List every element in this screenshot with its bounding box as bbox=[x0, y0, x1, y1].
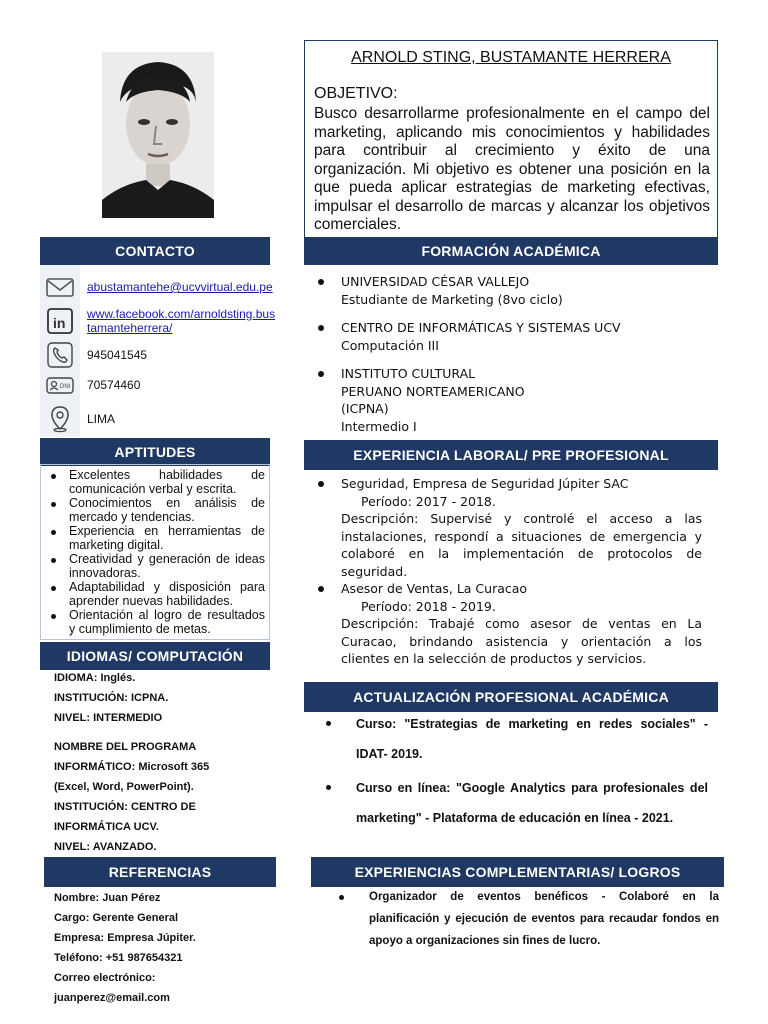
aptitudes-box bbox=[40, 464, 270, 640]
course-item bbox=[304, 709, 708, 769]
experiencia-header: EXPERIENCIA LABORAL/ PRE PROFESIONAL bbox=[304, 440, 718, 470]
achievement-item bbox=[311, 886, 719, 952]
contact-facebook-row bbox=[40, 304, 276, 340]
idioma-institution: INSTITUCIÓN: ICPNA. bbox=[54, 692, 169, 704]
course-text: Curso en línea: "Google Analytics para profesionales del marketing" - Plataforma de educación en línea - 2021. bbox=[356, 781, 708, 825]
logros-header: EXPERIENCIAS COMPLEMENTARIAS/ LOGROS bbox=[311, 857, 724, 887]
ref-email-label: Correo electrónico: bbox=[54, 972, 156, 984]
list-item: Conocimientos en análisis de mercado y tendencias. bbox=[41, 497, 265, 524]
program-level: NIVEL: AVANZADO. bbox=[54, 841, 157, 853]
actualizacion-block bbox=[304, 709, 708, 833]
experience-item bbox=[304, 580, 702, 668]
aptitudes-header: APTITUDES bbox=[40, 438, 270, 466]
objective-box bbox=[304, 40, 718, 238]
facebook-link[interactable] bbox=[87, 307, 275, 335]
actualizacion-header: ACTUALIZACIÓN PROFESIONAL ACADÉMICA bbox=[304, 682, 718, 712]
bullet bbox=[339, 895, 344, 900]
city: LIMA bbox=[87, 412, 116, 426]
formacion-header: FORMACIÓN ACADÉMICA bbox=[304, 237, 718, 265]
idioma-line: IDIOMA: Inglés. bbox=[54, 672, 136, 684]
program-line: INFORMÁTICO: Microsoft 365 bbox=[54, 761, 210, 773]
phone-number: 945041545 bbox=[87, 348, 148, 362]
ref-email: juanperez@email.com bbox=[54, 992, 170, 1004]
mail-icon bbox=[45, 272, 75, 302]
facebook-link-line2[interactable]: tamanteherrera/ bbox=[87, 321, 173, 335]
referencias-header: REFERENCIAS bbox=[44, 857, 276, 887]
degree: Estudiante de Marketing (8vo ciclo) bbox=[341, 291, 563, 307]
formacion-list bbox=[304, 273, 718, 435]
ref-role: Cargo: Gerente General bbox=[54, 912, 179, 924]
contact-phone-row bbox=[40, 338, 268, 372]
list-item: Experiencia en herramientas de marketing digital. bbox=[41, 525, 265, 552]
degree: Computación III bbox=[341, 337, 439, 353]
experience-description: Descripción: Trabajé como asesor de ventas en La Curacao, brindando asistencia y orientación a los clientes en la selección de productos y servicios. bbox=[341, 616, 702, 666]
bullet bbox=[326, 785, 331, 790]
program-institution: INSTITUCIÓN: CENTRO DE bbox=[54, 801, 196, 813]
aptitudes-list bbox=[41, 469, 269, 636]
objective-text: Busco desarrollarme profesionalmente en el campo del marketing, aplicando mis conocimientos y habilidades para contribuir al crecimiento y éxito de una organización. Mi objetivo es obtener una posición en la que pueda aplicar estrategias de marketing efectivas, impulsar el desarrollo de marcas y alcanzar los objetivos comerciales. bbox=[314, 105, 710, 233]
location-pin-icon bbox=[45, 404, 75, 434]
ref-phone: Teléfono: +51 987654321 bbox=[54, 952, 183, 964]
idioma-level: NIVEL: INTERMEDIO bbox=[54, 712, 163, 724]
phone-icon bbox=[45, 340, 75, 370]
achievement-text: Organizador de eventos benéficos - Colaboré en la planificación y ejecución de eventos para recaudar fondos en apoyo a organizaciones sin fines de lucro. bbox=[369, 891, 719, 947]
candidate-name: ARNOLD STING, BUSTAMANTE HERRERA bbox=[351, 49, 671, 66]
list-item: Excelentes habilidades de comunicación verbal y escrita. bbox=[41, 469, 265, 496]
logros-block bbox=[311, 886, 719, 952]
dni-glyph: DNI bbox=[60, 384, 71, 390]
bullet bbox=[326, 721, 331, 726]
facebook-link-line1[interactable]: www.facebook.com/arnoldsting.bus bbox=[87, 307, 276, 321]
experience-role: Asesor de Ventas, La Curacao bbox=[341, 581, 528, 596]
formacion-block bbox=[304, 273, 718, 435]
linkedin-icon bbox=[45, 306, 75, 336]
experience-role: Seguridad, Empresa de Seguridad Júpiter SAC bbox=[341, 476, 629, 491]
list-item: Orientación al logro de resultados y cumplimiento de metas. bbox=[41, 609, 265, 636]
email-link[interactable]: abustamantehe@ucvvirtual.edu.pe bbox=[87, 280, 273, 294]
list-item bbox=[304, 319, 718, 354]
contact-dni-row bbox=[40, 368, 268, 402]
ref-company: Empresa: Empresa Júpiter. bbox=[54, 932, 196, 944]
contact-header: CONTACTO bbox=[40, 237, 270, 265]
idiomas-block bbox=[54, 668, 274, 857]
objective-title: OBJETIVO: bbox=[314, 85, 398, 102]
experience-period: Período: 2018 - 2019. bbox=[361, 598, 496, 614]
portrait-image bbox=[102, 52, 214, 218]
experience-period: Período: 2017 - 2018. bbox=[361, 493, 496, 509]
ref-name: Nombre: Juan Pérez bbox=[54, 892, 161, 904]
profile-photo bbox=[102, 52, 214, 218]
institution: UNIVERSIDAD CÉSAR VALLEJO bbox=[341, 274, 530, 289]
id-card-icon bbox=[45, 370, 75, 400]
course-text: Curso: "Estrategias de marketing en redes sociales" - IDAT- 2019. bbox=[356, 717, 708, 761]
course-item bbox=[304, 773, 708, 833]
list-item bbox=[304, 273, 718, 308]
referencias-block bbox=[54, 888, 274, 1008]
experiencia-block bbox=[304, 475, 702, 668]
bullet bbox=[318, 481, 324, 487]
list-item: Creatividad y generación de ideas innovadoras. bbox=[41, 553, 265, 580]
linkedin-glyph: in bbox=[53, 315, 66, 331]
program-line: (Excel, Word, PowerPoint). bbox=[54, 781, 194, 793]
idiomas-header: IDIOMAS/ COMPUTACIÓN bbox=[40, 642, 270, 670]
dni-number: 70574460 bbox=[87, 378, 141, 392]
list-item bbox=[304, 365, 526, 435]
program-line: NOMBRE DEL PROGRAMA bbox=[54, 741, 197, 753]
bullet bbox=[318, 586, 324, 592]
program-institution: INFORMÁTICA UCV. bbox=[54, 821, 159, 833]
institution: CENTRO DE INFORMÁTICAS Y SISTEMAS UCV bbox=[341, 320, 621, 335]
experience-description: Descripción: Supervisé y controlé el acceso a las instalaciones, respondí a situaciones de emergencia y colaboré en la implementación de protocolos de seguridad. bbox=[341, 511, 702, 579]
contact-city-row bbox=[40, 402, 268, 436]
experience-item bbox=[304, 475, 702, 580]
degree: Intermedio I bbox=[341, 418, 417, 434]
contact-email-row bbox=[40, 270, 273, 304]
institution: INSTITUTO CULTURAL PERUANO NORTEAMERICANO (ICPNA) bbox=[341, 366, 525, 416]
list-item: Adaptabilidad y disposición para aprender nuevas habilidades. bbox=[41, 581, 265, 608]
